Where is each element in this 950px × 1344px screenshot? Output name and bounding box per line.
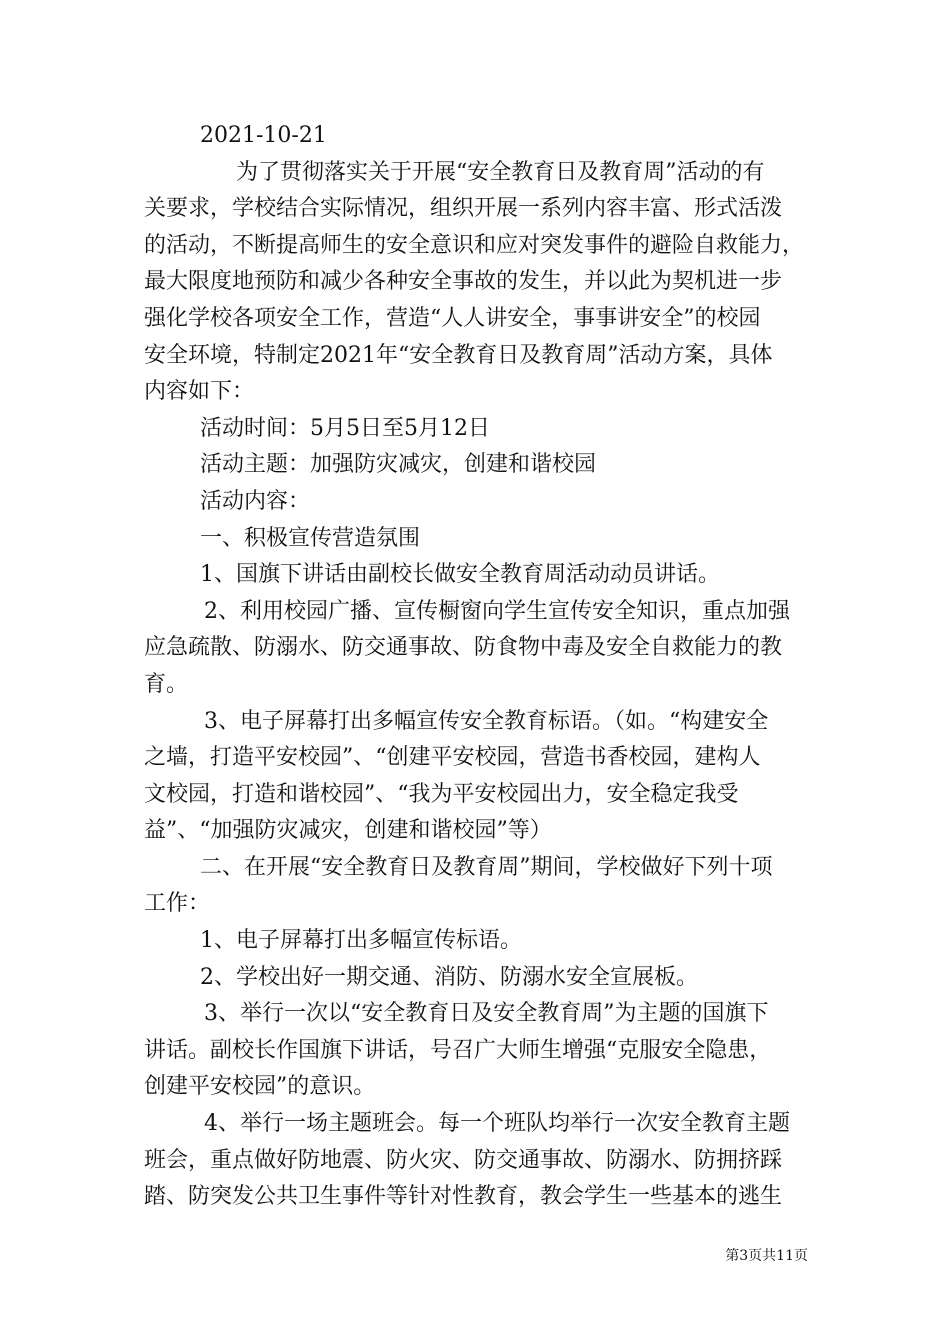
section-heading: 一、积极宣传营造氛围 [200,525,421,551]
date-line: 2021-10-21 [200,123,327,148]
body-line: 最大限度地预防和减少各种安全事故的发生，并以此为契机进一步 [144,269,783,295]
body-line: 创建平安校园”的意识。 [144,1074,376,1100]
activity-time-line: 活动时间：5月5日至5月12日 [200,415,490,441]
section-heading: 二、在开展“安全教育日及教育周”期间，学校做好下列十项 [200,854,773,880]
body-line: 踏、防突发公共卫生事件等针对性教育，教会学生一些基本的逃生 [144,1184,783,1210]
body-line: 之墙，打造平安校园”、“创建平安校园，营造书香校园，建构人 [144,745,761,771]
body-line: 2、学校出好一期交通、消防、防溺水安全宣展板。 [200,964,698,990]
body-line: 的活动，不断提高师生的安全意识和应对突发事件的避险自救能力， [144,232,805,258]
body-line: 3、电子屏幕打出多幅宣传安全教育标语。（如。“构建安全 [204,708,769,734]
body-line: 育。 [144,671,189,697]
body-line: 内容如下： [144,379,255,405]
page-number: 第3页共11页 [725,1248,808,1264]
body-line: 1、电子屏幕打出多幅宣传标语。 [200,928,522,954]
body-line: 工作： [144,891,211,917]
body-line: 4、举行一场主题班会。每一个班队均举行一次安全教育主题 [204,1111,790,1137]
document-body [144,118,808,1216]
body-line: 应急疏散、防溺水、防交通事故、防食物中毒及安全自救能力的教 [144,635,783,661]
body-line: 班会，重点做好防地震、防火灾、防交通事故、防溺水、防拥挤踩 [144,1147,783,1173]
activity-content-heading: 活动内容： [200,488,311,514]
body-line: 关要求，学校结合实际情况，组织开展一系列内容丰富、形式活泼 [144,196,783,222]
body-line: 文校园，打造和谐校园”、“我为平安校园出力，安全稳定我受 [144,781,739,807]
body-line: 2、利用校园广播、宣传橱窗向学生宣传安全知识，重点加强 [204,598,790,624]
body-line: 为了贯彻落实关于开展“安全教育日及教育周”活动的有 [236,159,765,185]
body-line: 强化学校各项安全工作，营造“人人讲安全，事事讲安全”的校园 [144,305,761,331]
body-line: 3、举行一次以“安全教育日及安全教育周”为主题的国旗下 [204,1001,769,1027]
activity-theme-line: 活动主题：加强防灾减灾，创建和谐校园 [200,452,597,478]
body-line: 安全环境，特制定2021年“安全教育日及教育周”活动方案，具体 [144,342,773,368]
body-line: 讲话。副校长作国旗下讲话，号召广大师生增强“克服安全隐患， [144,1037,772,1063]
body-line: 益”、“加强防灾减灾，创建和谐校园”等） [144,818,552,844]
body-line: 1、国旗下讲话由副校长做安全教育周活动动员讲话。 [200,562,720,588]
